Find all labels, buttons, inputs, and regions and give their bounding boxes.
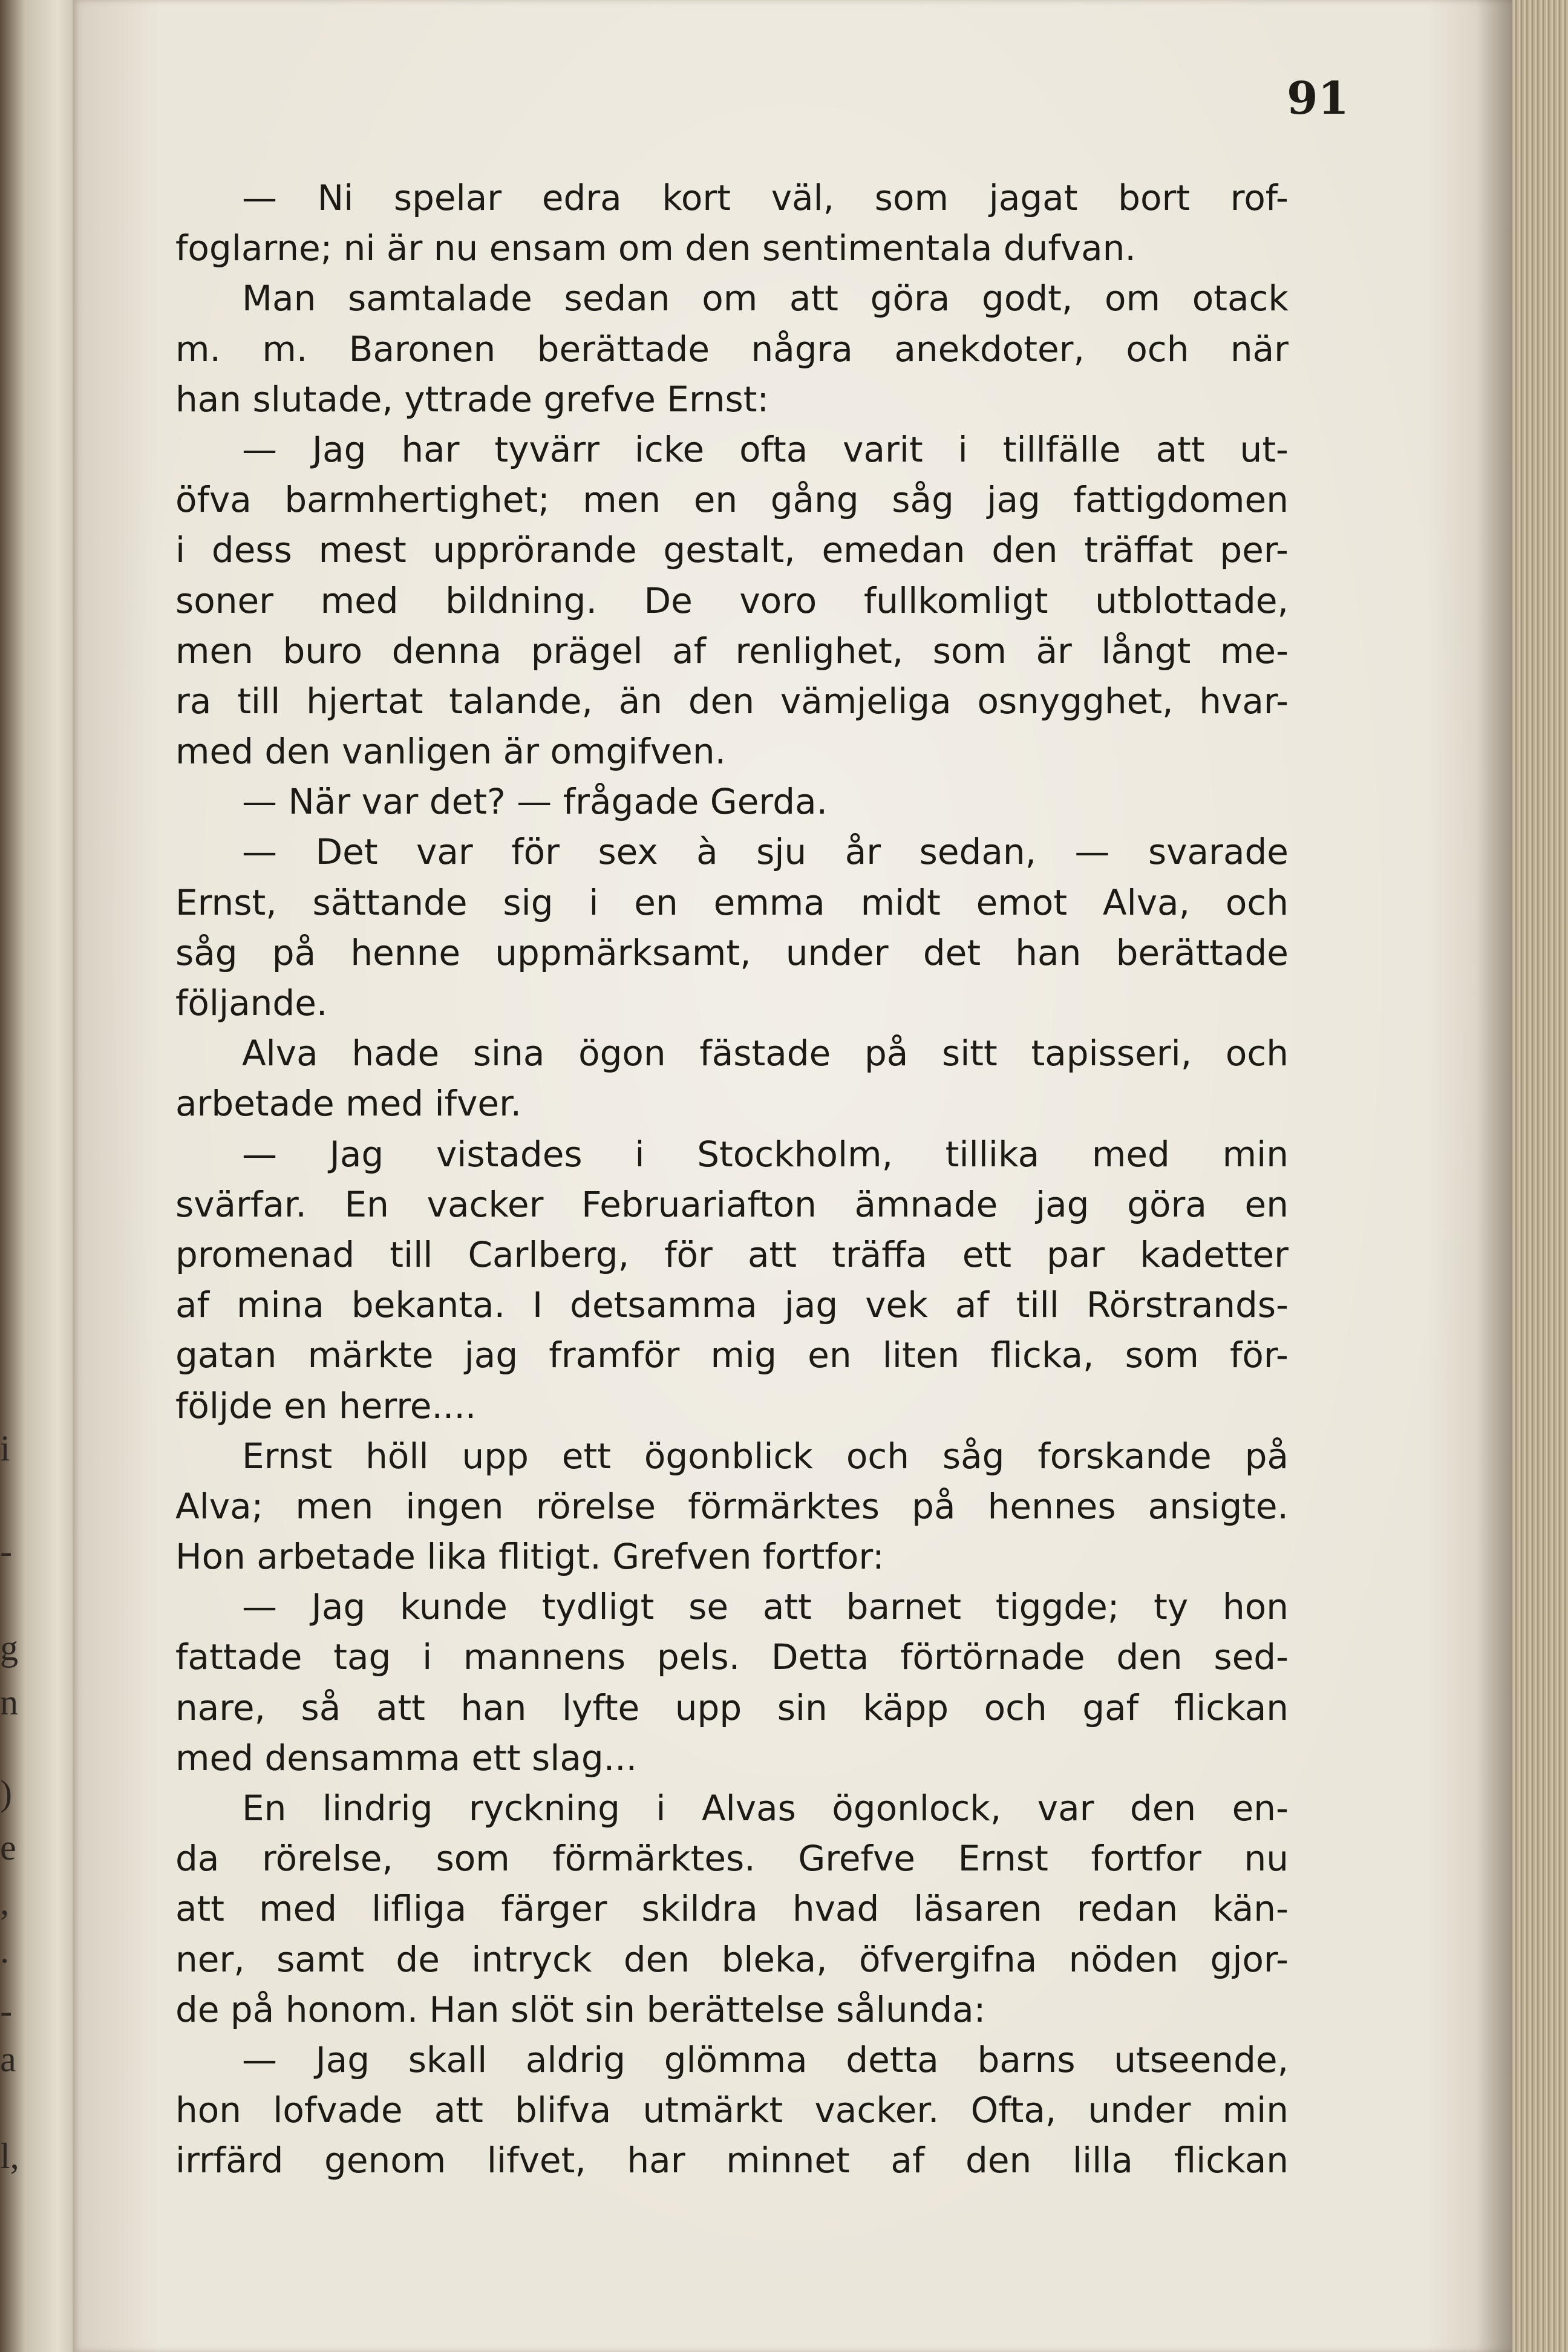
page-number: 91 xyxy=(1287,73,1349,125)
text-line: fattade tag i mannens pels. Detta förtörnade den sed- xyxy=(175,1636,1289,1678)
margin-fragment: e xyxy=(0,1828,16,1867)
text-line: Man samtalade sedan om att göra godt, om otack xyxy=(242,278,1289,319)
margin-fragment: , xyxy=(0,1882,9,1922)
text-line: nare, så att han lyfte upp sin käpp och gaf flickan xyxy=(175,1687,1289,1728)
text-line: — Jag kunde tydligt se att barnet tiggde; ty hon xyxy=(242,1586,1289,1628)
body-text xyxy=(175,173,1289,2186)
margin-fragment: . xyxy=(0,1930,9,1970)
margin-fragment: a xyxy=(0,2039,16,2079)
text-line: En lindrig ryckning i Alvas ögonlock, var den en- xyxy=(242,1788,1289,1829)
text-line: Ernst höll upp ett ögonblick och såg forskande på xyxy=(242,1435,1289,1477)
text-line: ner, samt de intryck den bleka, öfvergifna nöden gjor- xyxy=(175,1938,1289,1980)
text-line: — Jag skall aldrig glömma detta barns utseende, xyxy=(242,2039,1289,2080)
binding-shadow xyxy=(1476,0,1512,2352)
margin-fragment: g xyxy=(0,1628,18,1668)
text-line: af mina bekanta. I detsamma jag vek af till Rörstrands- xyxy=(175,1284,1289,1326)
text-line: soner med bildning. De voro fullkomligt utblottade, xyxy=(175,580,1289,621)
page-edges xyxy=(1512,0,1568,2352)
text-line: med densamma ett slag... xyxy=(175,1737,638,1779)
text-line: ra till hjertat talande, än den vämjeliga osnygghet, hvar- xyxy=(175,680,1289,722)
text-line: — Ni spelar edra kort väl, som jagat bort rof- xyxy=(242,177,1289,218)
text-line: svärfar. En vacker Februariafton ämnade jag göra en xyxy=(175,1183,1289,1225)
margin-fragment: i xyxy=(0,1428,10,1468)
text-line: Hon arbetade lika flitigt. Grefven fortfor: xyxy=(175,1536,884,1578)
text-line: i dess mest upprörande gestalt, emedan den träffat per- xyxy=(175,529,1289,571)
margin-fragment: - xyxy=(0,1991,12,2031)
text-line: — Det var för sex à sju år sedan, — svarade xyxy=(242,831,1289,873)
text-line: — Jag har tyvärr icke ofta varit i tillfälle att ut- xyxy=(242,428,1289,470)
margin-fragment: n xyxy=(0,1682,18,1722)
text-line: da rörelse, som förmärktes. Grefve Ernst fortfor nu xyxy=(175,1838,1289,1880)
text-line: att med lifliga färger skildra hvad läsaren redan kän- xyxy=(175,1888,1289,1930)
text-line: de på honom. Han slöt sin berättelse sålunda: xyxy=(175,1988,986,2030)
margin-fragment: l, xyxy=(0,2136,19,2176)
text-line: promenad till Carlberg, för att träffa ett par kadetter xyxy=(175,1233,1289,1275)
text-line: såg på henne uppmärksamt, under det han berättade xyxy=(175,932,1289,973)
text-line: foglarne; ni är nu ensam om den sentimentala dufvan. xyxy=(175,227,1136,269)
text-line: med den vanligen är omgifven. xyxy=(175,731,727,773)
text-line: irrfärd genom lifvet, har minnet af den lilla flickan xyxy=(175,2140,1289,2181)
text-line: arbetade med ifver. xyxy=(175,1083,522,1125)
text-line: Alva hade sina ögon fästade på sitt tapisseri, och xyxy=(242,1033,1289,1074)
margin-fragment: ) xyxy=(0,1773,12,1813)
text-line: följande. xyxy=(175,982,328,1024)
text-line: öfva barmhertighet; men en gång såg jag fattigdomen xyxy=(175,479,1289,521)
text-line: Alva; men ingen rörelse förmärktes på hennes ansigte. xyxy=(175,1485,1289,1527)
book-page xyxy=(73,0,1512,2352)
text-line: gatan märkte jag framför mig en liten flicka, som för- xyxy=(175,1334,1289,1376)
margin-fragment: - xyxy=(0,1531,12,1571)
text-line: men buro denna prägel af renlighet, som är långt me- xyxy=(175,630,1289,671)
text-line: — Jag vistades i Stockholm, tillika med min xyxy=(242,1133,1289,1175)
text-line: han slutade, yttrade grefve Ernst: xyxy=(175,378,769,420)
previous-page-edge xyxy=(0,0,73,2352)
text-line: m. m. Baronen berättade några anekdoter, och när xyxy=(175,328,1289,370)
text-line: Ernst, sättande sig i en emma midt emot Alva, och xyxy=(175,881,1289,923)
text-line: följde en herre.... xyxy=(175,1385,477,1426)
text-line: — När var det? — frågade Gerda. xyxy=(242,781,828,823)
text-line: hon lofvade att blifva utmärkt vacker. Ofta, under min xyxy=(175,2089,1289,2131)
